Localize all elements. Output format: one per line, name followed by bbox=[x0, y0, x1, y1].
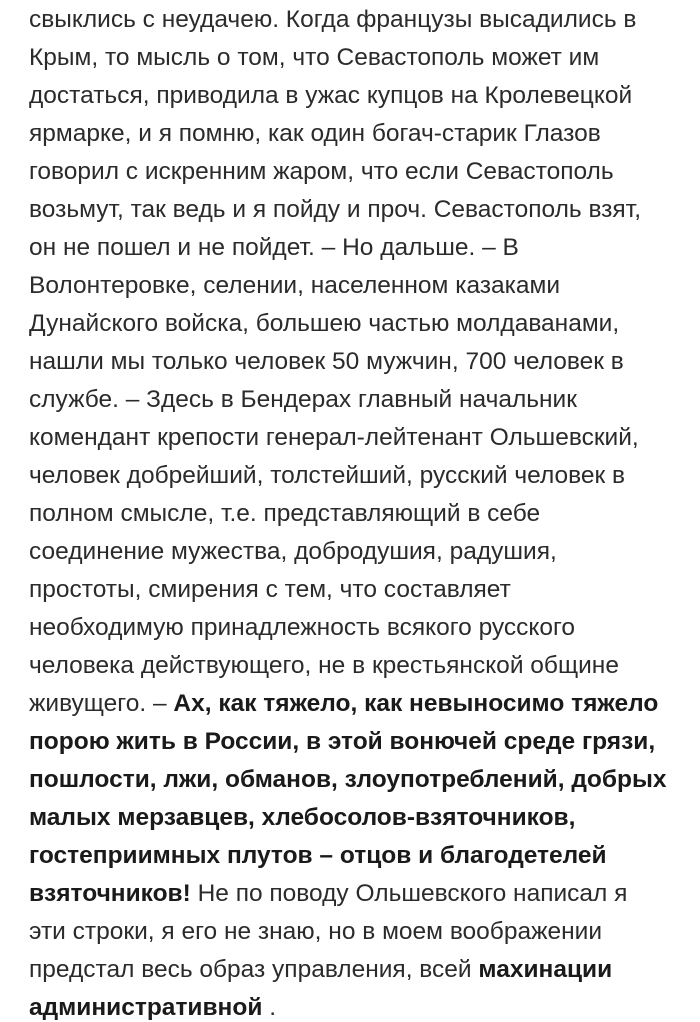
text-line: простоты, смирения с тем, что составляет bbox=[29, 576, 511, 603]
text-span: . bbox=[262, 994, 277, 1021]
text-line: человека действующего, не в крестьянской общине bbox=[29, 652, 619, 679]
text-line: нашли мы только человек 50 мужчин, 700 человек в bbox=[29, 348, 624, 375]
bold-text: административной bbox=[29, 994, 263, 1021]
text-line: соединение мужества, добродушия, радушия, bbox=[29, 538, 557, 565]
text-line: свыклись с неудачею. Когда французы высадились в bbox=[29, 6, 637, 33]
text-line: говорил с искренним жаром, что если Севастополь bbox=[29, 158, 614, 185]
text-line: Волонтеровке, селении, населенном казаками bbox=[29, 272, 561, 299]
text-line: ярмарке, и я помню, как один богач-старик Глазов bbox=[29, 120, 601, 147]
text-line bbox=[29, 956, 612, 984]
text-span: предстал весь образ управления, всей bbox=[29, 956, 479, 983]
text-line bbox=[29, 994, 276, 1022]
text-line: Крым, то мысль о том, что Севастополь может им bbox=[29, 44, 600, 71]
text-line: он не пошел и не пойдет. – Но дальше. – В bbox=[29, 234, 519, 261]
text-line: необходимую принадлежность всякого русского bbox=[29, 614, 576, 641]
text-span: живущего. – bbox=[29, 690, 174, 717]
text-line: Дунайского войска, большею частью молдаванами, bbox=[29, 310, 620, 337]
bold-text: Ах, как тяжело, как невыносимо тяжело bbox=[173, 690, 659, 717]
text-line bbox=[29, 690, 658, 718]
text-line: человек добрейший, толстейший, русский человек в bbox=[29, 462, 626, 489]
bold-text-line: порою жить в России, в этой вонючей среде грязи, bbox=[29, 728, 656, 755]
bold-text: взяточников! bbox=[29, 880, 191, 907]
text-line: возьмут, так ведь и я пойду и проч. Севастополь взят, bbox=[29, 196, 641, 223]
bold-text-line: гостеприимных плутов – отцов и благодетелей bbox=[29, 842, 607, 869]
bold-text-line: пошлости, лжи, обманов, злоупотреблений, добрых bbox=[29, 766, 667, 793]
text-line: полном смысле, т.е. представляющий в себе bbox=[29, 500, 541, 527]
text-line: комендант крепости генерал-лейтенант Ольшевский, bbox=[29, 424, 639, 451]
text-line: достаться, приводила в ужас купцов на Кролевецкой bbox=[29, 82, 633, 109]
text-span: Не по поводу Ольшевского написал я bbox=[190, 880, 628, 907]
bold-text: махинации bbox=[478, 956, 613, 983]
bold-text-line: малых мерзавцев, хлебосолов-взяточников, bbox=[29, 804, 576, 831]
text-line: эти строки, я его не знаю, но в моем воображении bbox=[29, 918, 603, 945]
text-line: службе. – Здесь в Бендерах главный начальник bbox=[29, 386, 577, 413]
text-line bbox=[29, 880, 627, 908]
